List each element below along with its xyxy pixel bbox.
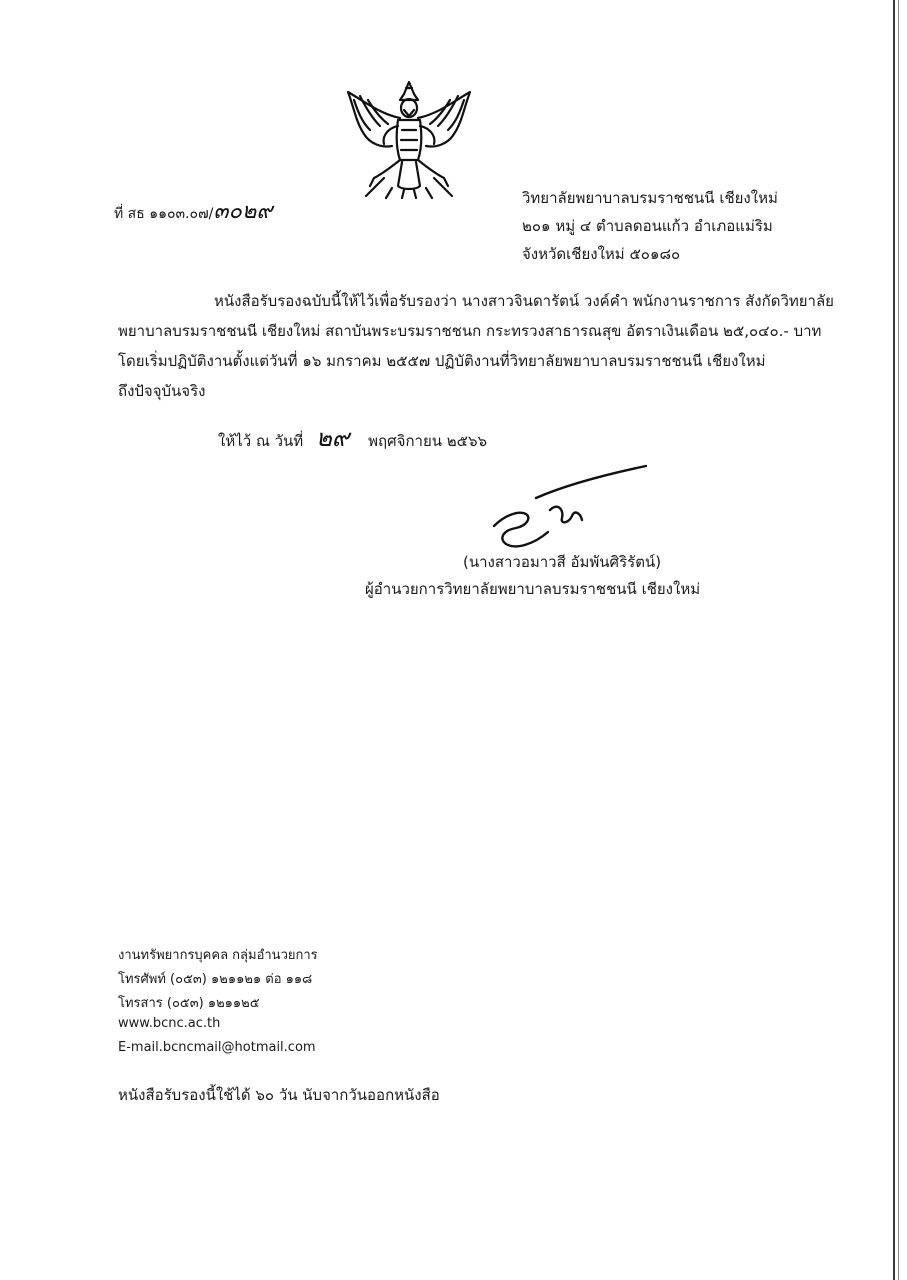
paragraph-line-1: หนังสือรับรองฉบับนี้ให้ไว้เพื่อรับรองว่า นางสาวจินดารัตน์ วงค์คำ พนักงานราชการ สังกัดวิทยาลัย: [214, 292, 834, 310]
institution-address-line3: จังหวัดเชียงใหม่ ๕๐๑๘๐: [522, 245, 681, 263]
contact-website: www.bcnc.ac.th: [118, 1016, 221, 1031]
scan-edge-line: [893, 0, 895, 1280]
issue-date-month-year: พฤศจิกายน ๒๕๖๖: [368, 432, 488, 450]
institution-address-line1: วิทยาลัยพยาบาลบรมราชชนนี เชียงใหม่: [522, 189, 778, 207]
paragraph-line-3: โดยเริ่มปฏิบัติงานตั้งแต่วันที่ ๑๖ มกราคม ๒๕๕๗ ปฏิบัติงานที่วิทยาลัยพยาบาลบรมราชชนนี เชียงใหม่: [118, 352, 766, 370]
signatory-name: (นางสาวอมาวสี อัมพันศิริรัตน์): [463, 553, 662, 571]
contact-department: งานทรัพยากรบุคคล กลุ่มอำนวยการ: [118, 948, 318, 963]
certification-paragraph: [118, 286, 834, 406]
issue-date-day-handwritten: ๒๙: [315, 424, 350, 452]
institution-address-line2: ๒๐๑ หมู่ ๔ ตำบลดอนแก้ว อำเภอแม่ริม: [522, 217, 773, 235]
issue-date-prefix: ให้ไว้ ณ วันที่: [218, 432, 304, 450]
scan-edge-line-inner: [898, 0, 899, 1280]
garuda-emblem: [340, 78, 478, 200]
reference-number: [114, 193, 272, 228]
signatory-position: ผู้อำนวยการวิทยาลัยพยาบาลบรมราชชนนี เชียงใหม่: [365, 580, 701, 598]
issue-date: [218, 418, 487, 457]
reference-handwritten-number: ๓๐๒๙: [213, 199, 273, 224]
handwritten-signature: [488, 462, 658, 552]
reference-prefix: ที่ สธ ๑๑๐๓.๐๗/: [114, 206, 214, 222]
contact-fax: โทรสาร (๐๕๓) ๑๒๑๑๒๕: [118, 996, 260, 1011]
paragraph-line-4: ถึงปัจจุบันจริง: [118, 382, 206, 400]
paragraph-line-2: พยาบาลบรมราชชนนี เชียงใหม่ สถาบันพระบรมราชชนก กระทรวงสาธารณสุข อัตราเงินเดือน ๒๕,๐๔๐.- บาท: [118, 322, 822, 340]
contact-email: E-mail.bcncmail@hotmail.com: [118, 1040, 316, 1055]
contact-phone: โทรศัพท์ (๐๕๓) ๑๒๑๑๒๑ ต่อ ๑๑๘: [118, 972, 313, 987]
validity-note: หนังสือรับรองนี้ใช้ได้ ๖๐ วัน นับจากวันออกหนังสือ: [118, 1086, 440, 1104]
